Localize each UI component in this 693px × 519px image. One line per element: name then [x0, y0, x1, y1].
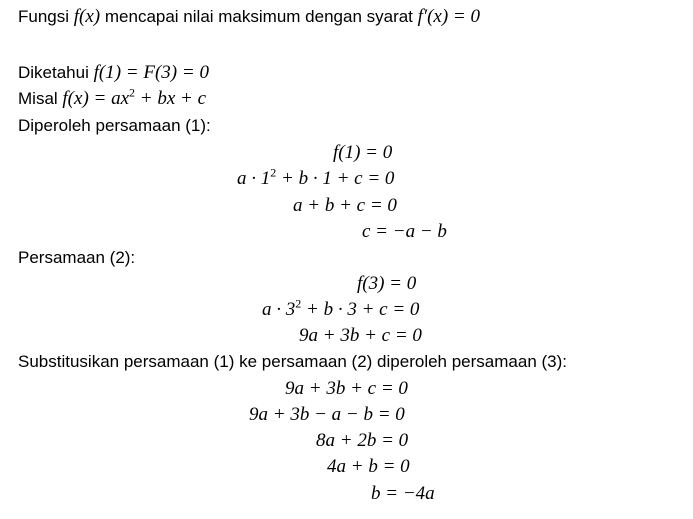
- eq1-line3: a + b + c = 0: [293, 195, 397, 216]
- known-equation: f(1) = F(3) = 0: [93, 62, 209, 83]
- assume-function: $f(x) = ax^2$ + bx + c: [62, 85, 207, 109]
- eq3-line2: 9a + 3b − a − b = 0: [249, 404, 405, 425]
- eq3-line3: 8a + 2b = 0: [316, 430, 409, 451]
- eq1-line4: c = −a − b: [362, 221, 447, 242]
- eq3-line5: b = −4a: [371, 483, 435, 504]
- assume-line: [18, 85, 207, 109]
- eq2-line1: f(3) = 0: [357, 273, 417, 294]
- intro-condition: f′(x) = 0: [417, 6, 480, 27]
- eq2-line2: $a \cdot 3^2 + b \cdot 3 + c = 0$: [262, 296, 420, 320]
- eq3-heading: Substitusikan persamaan (1) ke persamaan (2) diperoleh persamaan (3):: [18, 352, 567, 371]
- eq2-line3: 9a + 3b + c = 0: [299, 325, 422, 346]
- known-line: [18, 63, 209, 83]
- intro-function: f(x): [73, 6, 101, 27]
- eq1-line1: f(1) = 0: [333, 142, 393, 163]
- eq3-line4: 4a + b = 0: [327, 456, 410, 477]
- intro-text: Fungsi: [18, 7, 70, 26]
- eq3-line1: 9a + 3b + c = 0: [285, 378, 408, 399]
- assume-label: Misal: [18, 89, 58, 108]
- eq2-heading: Persamaan (2):: [18, 248, 136, 267]
- intro-middle: mencapai nilai maksimum dengan syarat: [104, 7, 413, 26]
- intro-line: [18, 7, 480, 27]
- known-label: Diketahui: [18, 63, 89, 82]
- eq1-line2: $a \cdot 1^2 + b \cdot 1 + c = 0$: [237, 165, 395, 189]
- eq1-heading: Diperoleh persamaan (1):: [18, 116, 211, 135]
